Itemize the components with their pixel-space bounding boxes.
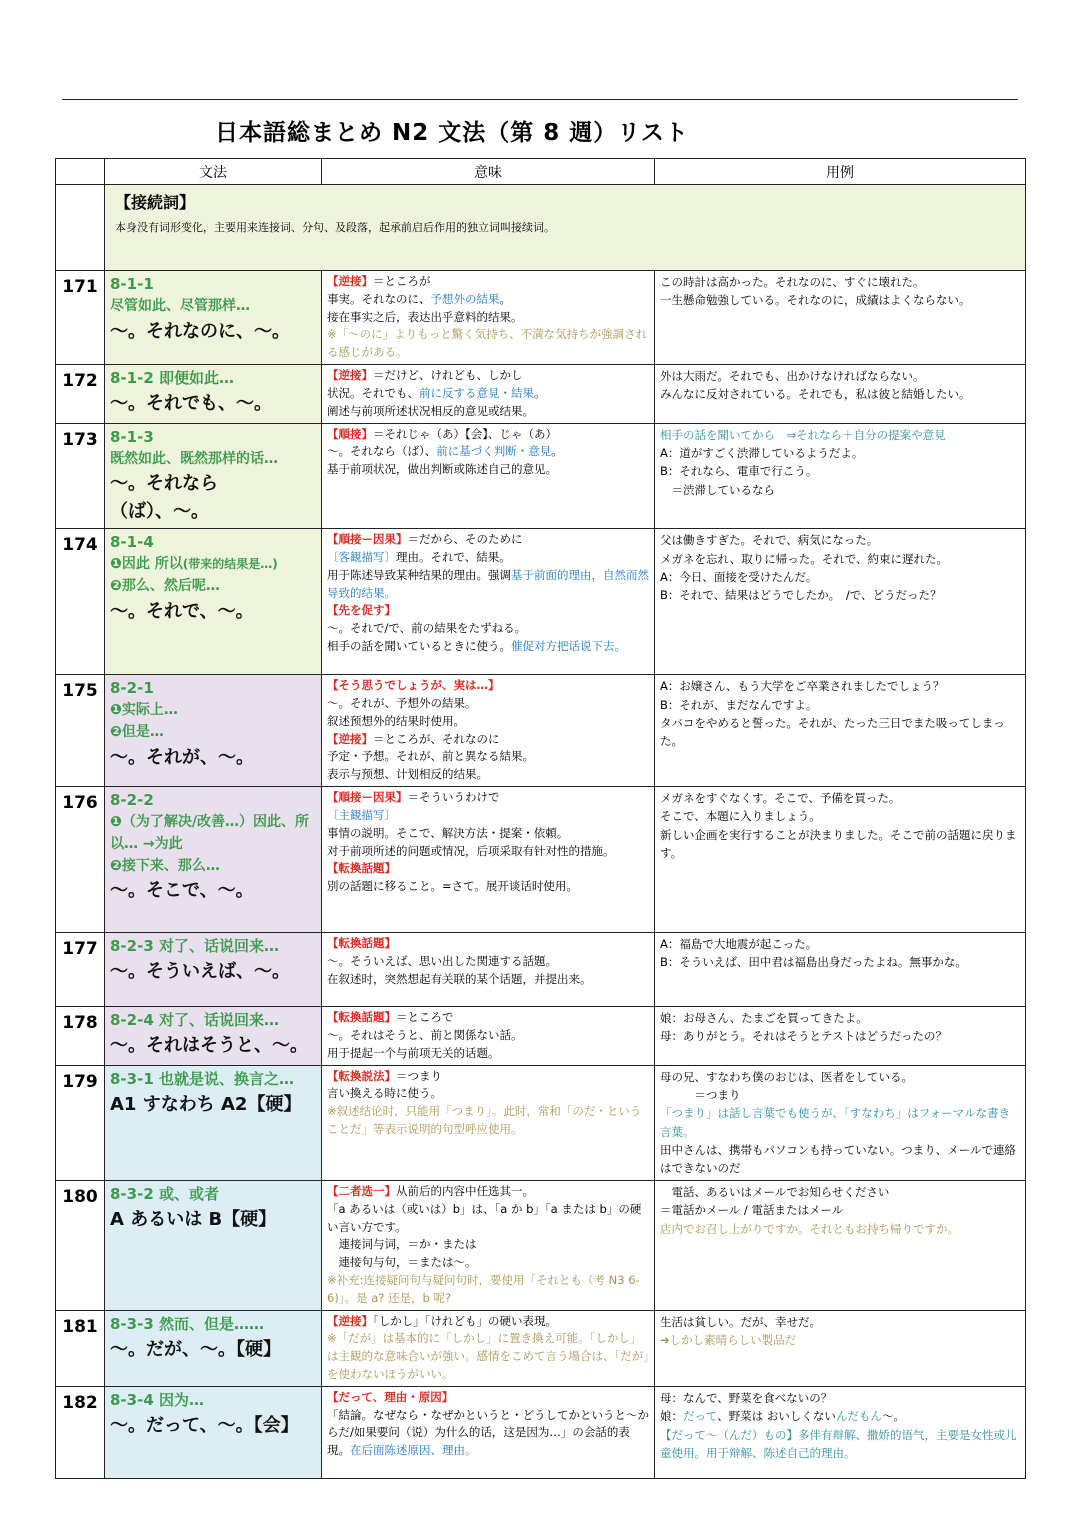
meaning-cell bbox=[322, 529, 655, 675]
row-number: 173 bbox=[56, 423, 105, 529]
grammar-cell bbox=[105, 1386, 322, 1478]
grammar-cell bbox=[105, 933, 322, 1007]
example-line bbox=[660, 550, 1020, 568]
meaning-line bbox=[327, 677, 649, 695]
meaning-text: ＝だから、そのために bbox=[407, 532, 523, 547]
example-text: 【だって〜（んだ）もの】多伴有辩解、撒娇的语气，主要是女性或儿童使用。用于辩解、陈述自己的理由。 bbox=[660, 1427, 1017, 1460]
meaning-text: 阐述与前项所述状况相反的意见或结果。 bbox=[327, 403, 534, 418]
meaning-text: 予想外の結果 bbox=[430, 291, 500, 306]
meaning-line bbox=[327, 971, 649, 989]
meaning-text: 催促对方把话说下去。 bbox=[511, 639, 626, 654]
grammar-cell bbox=[105, 787, 322, 933]
grammar-code: 8-3-1 也就是说、换言之… bbox=[110, 1069, 294, 1088]
meaning-cell bbox=[322, 1386, 655, 1478]
grammar-code: 8-1-2 即便如此… bbox=[110, 369, 234, 388]
example-text: A：道がすごく渋滞しているようだよ。 bbox=[660, 445, 864, 460]
example-text: ＝渋滞しているなら bbox=[660, 482, 775, 497]
meaning-cell bbox=[322, 787, 655, 933]
example-line bbox=[660, 1104, 1020, 1141]
meaning-text: 基于前项状况，做出判断或陈述自己的意见。 bbox=[327, 462, 557, 477]
meaning-text: 【順接ー因果】 bbox=[327, 790, 408, 805]
example-text: B：それで、結果はどうでしたか。 /で、どうだった？ bbox=[660, 588, 942, 603]
example-cell bbox=[655, 1386, 1026, 1478]
meaning-text: 別の話題に移ること。=さて。展开谈话时使用。 bbox=[327, 879, 578, 894]
meaning-text: 相手の話を聞いているときに使う。 bbox=[327, 639, 511, 654]
table-row bbox=[56, 933, 1026, 1007]
meaning-line bbox=[327, 638, 649, 656]
meaning-text: 【そう思うでしょうが、実は…】 bbox=[327, 678, 500, 693]
grammar-gloss: ❶实际上… bbox=[110, 702, 178, 719]
example-line bbox=[660, 1086, 1020, 1104]
row-number: 171 bbox=[56, 271, 105, 365]
meaning-text: 在叙述时，突然想起有关联的某个话题，并提出来。 bbox=[327, 971, 592, 986]
meaning-text: ＝ところで bbox=[396, 1010, 454, 1025]
row-number: 172 bbox=[56, 365, 105, 423]
meaning-line bbox=[327, 620, 649, 638]
meaning-line bbox=[327, 291, 649, 309]
grammar-cell bbox=[105, 675, 322, 787]
meaning-line bbox=[327, 426, 649, 444]
page-title: 日本語総まとめ N2 文法（第 8 週）リスト bbox=[215, 120, 689, 146]
meaning-line bbox=[327, 403, 649, 421]
meaning-text: 〔客観描写〕 bbox=[327, 550, 396, 565]
example-text: メガネを忘れ、取りに帰った。それで、約束に遅れた。 bbox=[660, 551, 948, 566]
meaning-text: 言い換える時に使う。 bbox=[327, 1086, 442, 1101]
table-row bbox=[56, 1007, 1026, 1065]
meaning-line bbox=[327, 1045, 649, 1063]
example-line bbox=[660, 367, 1020, 385]
example-line bbox=[660, 291, 1020, 309]
row-number: 182 bbox=[56, 1386, 105, 1478]
meaning-text: 【転換話題】 bbox=[327, 936, 396, 951]
meaning-cell bbox=[322, 271, 655, 365]
grammar-cell bbox=[105, 365, 322, 423]
grammar-cell bbox=[105, 1065, 322, 1180]
section-row bbox=[56, 185, 1026, 271]
grammar-code: 8-3-3 然而、但是…… bbox=[110, 1314, 264, 1333]
example-text: A：福島で大地震が起こった。 bbox=[660, 937, 818, 952]
meaning-text: 【順接ー因果】 bbox=[327, 532, 408, 547]
example-text: 、野菜は おいしくない bbox=[717, 1409, 836, 1424]
meaning-line bbox=[327, 878, 649, 896]
meaning-line bbox=[327, 1009, 649, 1027]
meaning-text: ＝だけど、けれども、しかし bbox=[373, 368, 523, 383]
section-cell bbox=[105, 185, 1026, 271]
grammar-cell bbox=[105, 423, 322, 529]
grammar-code: 8-2-2 bbox=[110, 791, 154, 810]
meaning-line bbox=[327, 567, 649, 603]
example-cell bbox=[655, 1310, 1026, 1386]
header-grammar: 文法 bbox=[105, 159, 322, 185]
meaning-line bbox=[327, 935, 649, 953]
meaning-line bbox=[327, 461, 649, 479]
example-text: 一生懸命勉強している。それなのに，成績はよくならない。 bbox=[660, 293, 971, 308]
grammar-gloss: ❶（为了解决/改善…）因此、所以… →为此 bbox=[110, 814, 309, 853]
meaning-cell bbox=[322, 675, 655, 787]
table-row bbox=[56, 1180, 1026, 1310]
meaning-cell bbox=[322, 933, 655, 1007]
meaning-cell bbox=[322, 1065, 655, 1180]
section-desc: 本身没有词形变化，主要用来连接词、分句、及段落，起承前启后作用的独立词叫接续词。 bbox=[115, 221, 555, 234]
example-line bbox=[660, 586, 1020, 604]
grammar-code: 8-1-4 bbox=[110, 533, 154, 552]
example-text: 新しい企画を実行することが決まりました。そこで前の話題に戻ります。 bbox=[660, 827, 1017, 861]
example-line bbox=[660, 1407, 1020, 1425]
example-text: A：お嬢さん、もう大学をご卒業されましたでしょう？ bbox=[660, 679, 945, 694]
grammar-cell bbox=[105, 271, 322, 365]
example-cell bbox=[655, 423, 1026, 529]
example-line bbox=[660, 1389, 1020, 1407]
meaning-line bbox=[327, 1201, 649, 1237]
meaning-line bbox=[327, 789, 649, 807]
example-line bbox=[660, 426, 1020, 444]
grammar-gloss: 尽管如此、尽管那样… bbox=[110, 298, 250, 315]
meaning-line bbox=[327, 1272, 649, 1308]
meaning-text: 連接句与句，＝または〜。 bbox=[327, 1255, 477, 1270]
grammar-pattern: A1 すなわち A2【硬】 bbox=[110, 1093, 302, 1115]
meaning-text: ※叙述结论时，只能用「つまり」。此时，常和「のだ・ということだ」等表示说明的句型呼应使用。 bbox=[327, 1104, 642, 1136]
meaning-line bbox=[327, 953, 649, 971]
grammar-pattern: 〜。それはそうと、〜。 bbox=[110, 1035, 308, 1057]
example-line bbox=[660, 1183, 1020, 1201]
meaning-text: 用于陈述导致某种结果的理由。强调 bbox=[327, 567, 511, 582]
row-number: 178 bbox=[56, 1007, 105, 1065]
meaning-text: 〜。それはそうと、前と関係ない話。 bbox=[327, 1027, 523, 1042]
meaning-text: 「a あるいは（或いは）b」は、「a か b」「a または b」の硬い言い方です。 bbox=[327, 1201, 642, 1234]
meaning-text: 表示与预想、计划相反的结果。 bbox=[327, 767, 488, 782]
header-meaning: 意味 bbox=[322, 159, 655, 185]
example-cell bbox=[655, 1065, 1026, 1180]
table-row bbox=[56, 675, 1026, 787]
table-row bbox=[56, 1065, 1026, 1180]
example-text: そこで、本題に入りましょう。 bbox=[660, 809, 821, 824]
grammar-pattern: 〜。それなのに、〜。 bbox=[110, 320, 290, 342]
example-line bbox=[660, 696, 1020, 714]
table-row bbox=[56, 529, 1026, 675]
meaning-text: 接在事实之后，表达出乎意料的结果。 bbox=[327, 309, 523, 324]
example-text: A：今日、面接を受けたんだ。 bbox=[660, 570, 818, 584]
meaning-line bbox=[327, 549, 649, 567]
example-line bbox=[660, 826, 1020, 863]
example-cell bbox=[655, 529, 1026, 675]
meaning-text: 前に反する意見・結果 bbox=[419, 385, 534, 400]
grammar-gloss: ❷但是… bbox=[110, 724, 164, 741]
example-text: B：それが、まだなんですよ。 bbox=[660, 697, 818, 712]
meaning-line bbox=[327, 531, 649, 549]
example-text: 〜。 bbox=[881, 1409, 905, 1424]
meaning-text: 【逆接】 bbox=[327, 1313, 373, 1328]
meaning-line bbox=[327, 602, 649, 620]
grammar-pattern: 〜。それでも、〜。 bbox=[110, 393, 272, 415]
meaning-text: 。 bbox=[499, 291, 511, 306]
meaning-text: 連接词与词，＝か・または bbox=[327, 1237, 477, 1252]
row-number: 180 bbox=[56, 1180, 105, 1310]
example-text: 父は働きすぎた。それで、病気になった。 bbox=[660, 533, 879, 548]
meaning-line bbox=[327, 1027, 649, 1045]
meaning-line bbox=[327, 1330, 649, 1383]
example-line bbox=[660, 444, 1020, 462]
example-line bbox=[660, 531, 1020, 549]
meaning-line bbox=[327, 1068, 649, 1086]
example-text: メガネをすぐなくす。そこで、予備を買った。 bbox=[660, 791, 901, 806]
meaning-cell bbox=[322, 365, 655, 423]
meaning-text: 【順接】 bbox=[327, 426, 373, 441]
example-line bbox=[660, 1027, 1020, 1045]
example-line bbox=[660, 1313, 1020, 1331]
meaning-line bbox=[327, 1407, 649, 1460]
example-text: タバコをやめると誓った。それが、たった三日でまた吸ってしまった。 bbox=[660, 716, 1005, 749]
meaning-line bbox=[327, 860, 649, 878]
meaning-text: 事情の説明。そこで、解決方法・提案・依頼。 bbox=[327, 825, 569, 840]
grammar-pattern: 〜。それで、〜。 bbox=[110, 600, 254, 622]
grammar-cell bbox=[105, 529, 322, 675]
example-cell bbox=[655, 1007, 1026, 1065]
example-cell bbox=[655, 365, 1026, 423]
header-row bbox=[56, 159, 1026, 185]
row-number: 181 bbox=[56, 1310, 105, 1386]
table-row bbox=[56, 365, 1026, 423]
meaning-line bbox=[327, 309, 649, 327]
meaning-line bbox=[327, 1085, 649, 1103]
example-text: 娘： bbox=[660, 1409, 683, 1424]
meaning-line bbox=[327, 695, 649, 713]
row-number: 175 bbox=[56, 675, 105, 787]
grammar-cell bbox=[105, 1310, 322, 1386]
meaning-text: 从前后的内容中任选其一。 bbox=[396, 1183, 534, 1198]
meaning-cell bbox=[322, 1180, 655, 1310]
grammar-pattern: 〜。それなら（ば）、〜。 bbox=[110, 473, 218, 523]
example-text: 「つまり」は話し言葉でも使うが、「すなわち」はフォーマルな書き言葉。 bbox=[660, 1106, 1011, 1139]
meaning-text: 〜。それで/で、前の結果をたずねる。 bbox=[327, 621, 527, 636]
meaning-text: ＝つまり bbox=[396, 1068, 442, 1083]
meaning-text: 予定・予想。それが、前と異なる結果。 bbox=[327, 749, 534, 764]
example-line bbox=[660, 789, 1020, 807]
example-text: 生活は貧しい。だが、幸せだ。 bbox=[660, 1314, 821, 1329]
meaning-line bbox=[327, 843, 649, 861]
grammar-cell bbox=[105, 1007, 322, 1065]
meaning-line bbox=[327, 443, 649, 461]
meaning-text: 叙述预想外的结果时使用。 bbox=[327, 713, 465, 728]
meaning-line bbox=[327, 766, 649, 784]
grammar-gloss: ❷接下来、那么… bbox=[110, 857, 220, 874]
example-text: 外は大雨だ。それでも、出かけなければならない。 bbox=[660, 369, 925, 384]
example-line bbox=[660, 1426, 1020, 1463]
example-line bbox=[660, 677, 1020, 695]
grammar-gloss: ❶因此 所以(带来的结果是…) bbox=[110, 556, 278, 573]
table-row bbox=[56, 1310, 1026, 1386]
meaning-text: ＝それじゃ（あ）【会】、じゃ（あ） bbox=[373, 426, 557, 441]
meaning-line bbox=[327, 1313, 649, 1331]
example-cell bbox=[655, 271, 1026, 365]
meaning-cell bbox=[322, 1007, 655, 1065]
grammar-pattern: A あるいは B【硬】 bbox=[110, 1209, 277, 1231]
meaning-line bbox=[327, 1103, 649, 1139]
meaning-text: 。 bbox=[534, 385, 546, 400]
header-num bbox=[56, 159, 105, 185]
meaning-text: 理由。それで、結果。 bbox=[396, 550, 511, 565]
grammar-code: 8-2-3 对了、话说回来… bbox=[110, 937, 279, 956]
grammar-code: 8-2-1 bbox=[110, 679, 154, 698]
example-text: 店内でお召し上がりですか。それともお持ち帰りですか。 bbox=[660, 1221, 959, 1236]
meaning-text: 基于前面的理由，自然而然导致的结果。 bbox=[327, 567, 649, 600]
grammar-gloss: ❷那么、然后呢… bbox=[110, 578, 220, 595]
example-cell bbox=[655, 787, 1026, 933]
example-text: 母の兄、すなわち僕のおじは、医者をしている。 bbox=[660, 1069, 913, 1084]
meaning-text: 〜。それなら（ば）、 bbox=[327, 444, 437, 459]
example-line bbox=[660, 935, 1020, 953]
table-row bbox=[56, 271, 1026, 365]
meaning-text: 前に基づく判断・意見 bbox=[436, 444, 552, 459]
meaning-text: ※补充:连接疑问句与疑问句时，要使用「それとも（考 N3 6-6)」。是 a? 还是，b 呢? bbox=[327, 1272, 640, 1305]
meaning-text: 用于提起一个与前项无关的话题。 bbox=[327, 1045, 500, 1060]
grammar-pattern: 〜。だって、〜。【会】 bbox=[110, 1415, 299, 1437]
meaning-text: 【先を促す】 bbox=[327, 603, 396, 618]
meaning-line bbox=[327, 1236, 649, 1254]
example-line bbox=[660, 714, 1020, 751]
meaning-text: ※「〜のに」よりもっと驚く気持ち、不満な気持ちが強調される感じがある。 bbox=[327, 327, 648, 360]
example-text: B：そういえば、田中君は福島出身だったよね。無事かな。 bbox=[660, 955, 967, 970]
meaning-text: 【逆接】 bbox=[327, 368, 373, 383]
table-row bbox=[56, 1386, 1026, 1478]
meaning-text: 「しかし」「けれども」の硬い表現。 bbox=[373, 1313, 557, 1328]
meaning-text: ＝ところが bbox=[373, 274, 431, 288]
meaning-line bbox=[327, 1389, 649, 1407]
meaning-line bbox=[327, 367, 649, 385]
grammar-pattern: 〜。それが、〜。 bbox=[110, 746, 254, 768]
example-line bbox=[660, 1068, 1020, 1086]
example-text: ➜しかし素晴らしい製品だ bbox=[660, 1332, 797, 1347]
example-text: 母：なんで、野菜を食べないの？ bbox=[660, 1390, 833, 1405]
example-line bbox=[660, 1220, 1020, 1238]
row-number: 176 bbox=[56, 787, 105, 933]
example-line bbox=[660, 273, 1020, 291]
example-text: 相手の話を聞いてから ⇒それなら＋自分の提案や意見 bbox=[660, 427, 946, 442]
meaning-text: 【だって、理由・原因】 bbox=[327, 1389, 454, 1404]
meaning-line bbox=[327, 748, 649, 766]
grammar-code: 8-1-1 bbox=[110, 275, 154, 293]
meaning-cell bbox=[322, 423, 655, 529]
meaning-text: 【逆接】 bbox=[327, 274, 373, 288]
table-row bbox=[56, 423, 1026, 529]
grammar-code: 8-2-4 对了、话说回来… bbox=[110, 1011, 279, 1030]
meaning-text: 【逆接】 bbox=[327, 731, 373, 746]
grammar-gloss: 既然如此、既然那样的话… bbox=[110, 450, 278, 467]
example-text: ＝電話かメール / 電話またはメール bbox=[660, 1203, 844, 1218]
section-title: 【接続詞】 bbox=[115, 193, 196, 212]
meaning-text: 〜。そういえば、思い出した関連する話題。 bbox=[327, 953, 557, 968]
grammar-code: 8-3-2 或、或者 bbox=[110, 1184, 219, 1203]
meaning-text: 在后面陈述原因、理由。 bbox=[350, 1443, 477, 1458]
meaning-line bbox=[327, 713, 649, 731]
row-number: 177 bbox=[56, 933, 105, 1007]
grammar-gloss-note: (带来的结果是…) bbox=[182, 557, 278, 572]
meaning-text: 「結論。なぜなら・なぜかというと・どうしてかというと〜からだ/如果要问（说）为什么的话，这是因为…」の会話的表現。 bbox=[327, 1407, 649, 1458]
grammar-code: 8-3-4 因为… bbox=[110, 1390, 204, 1409]
header-example: 用例 bbox=[655, 159, 1026, 185]
example-line bbox=[660, 1141, 1020, 1178]
example-text: この時計は高かった。それなのに、すぐに壊れた。 bbox=[660, 275, 925, 289]
meaning-text: 〜。それが、予想外の結果。 bbox=[327, 696, 477, 711]
meaning-text: 〔主観描写〕 bbox=[327, 807, 396, 822]
row-number: 174 bbox=[56, 529, 105, 675]
example-text: 電話、あるいはメールでお知らせください bbox=[660, 1184, 890, 1199]
row-number: 179 bbox=[56, 1065, 105, 1180]
example-line bbox=[660, 385, 1020, 403]
example-cell bbox=[655, 933, 1026, 1007]
example-text: んだもん bbox=[835, 1409, 882, 1424]
grammar-pattern: 〜。そこで、〜。 bbox=[110, 880, 254, 902]
meaning-text: 【転換話題】 bbox=[327, 861, 396, 876]
meaning-line bbox=[327, 273, 649, 291]
meaning-text: 对于前项所述的问题或情况，后项采取有针对性的措施。 bbox=[327, 843, 615, 858]
example-line bbox=[660, 1201, 1020, 1219]
top-rule bbox=[62, 99, 1018, 100]
meaning-text: 【転換話題】 bbox=[327, 1010, 396, 1025]
example-cell bbox=[655, 675, 1026, 787]
section-num-cell bbox=[56, 185, 105, 271]
example-text: 田中さんは、携帯もパソコンも持っていない。つまり、メールで連絡はできないのだ bbox=[660, 1143, 1017, 1176]
grammar-cell bbox=[105, 1180, 322, 1310]
meaning-line bbox=[327, 1254, 649, 1272]
example-line bbox=[660, 462, 1020, 480]
meaning-text: ＝そういうわけで bbox=[407, 790, 500, 805]
meaning-line bbox=[327, 807, 649, 825]
meaning-cell bbox=[322, 1310, 655, 1386]
example-text: だって bbox=[683, 1409, 718, 1424]
grammar-code: 8-1-3 bbox=[110, 427, 154, 446]
example-line bbox=[660, 481, 1020, 499]
meaning-text: 。 bbox=[551, 444, 563, 459]
example-text: 娘：お母さん、たまごを買ってきたよ。 bbox=[660, 1011, 868, 1026]
example-text: ＝つまり bbox=[660, 1087, 741, 1102]
meaning-text: ※「だが」は基本的に「しかし」に置き換え可能。「しかし」は主観的な意味合いが強い。感情をこめて言う場合は、「だが」を使わないほうがいい。 bbox=[327, 1331, 649, 1381]
example-line bbox=[660, 568, 1020, 586]
meaning-line bbox=[327, 1183, 649, 1201]
example-line bbox=[660, 807, 1020, 825]
meaning-text: 【二者选一】 bbox=[327, 1183, 396, 1198]
example-cell bbox=[655, 1180, 1026, 1310]
meaning-line bbox=[327, 731, 649, 749]
example-text: 母：ありがとう。それはそうとテストはどうだったの？ bbox=[660, 1029, 948, 1044]
example-line bbox=[660, 953, 1020, 971]
meaning-text: ＝ところが、それなのに bbox=[373, 731, 500, 746]
grammar-pattern: 〜。だが、〜。【硬】 bbox=[110, 1338, 281, 1360]
example-text: B：それなら、電車で行こう。 bbox=[660, 464, 818, 479]
grammar-pattern: 〜。そういえば、〜。 bbox=[110, 961, 290, 983]
meaning-text: 事実。それなのに、 bbox=[327, 291, 431, 306]
grammar-table bbox=[55, 158, 1026, 1479]
example-line bbox=[660, 1331, 1020, 1349]
table-row bbox=[56, 787, 1026, 933]
meaning-line bbox=[327, 825, 649, 843]
meaning-text: 状況。それでも、 bbox=[327, 385, 419, 400]
example-text: みんなに反対されている。それでも，私は彼と結婚したい。 bbox=[660, 387, 971, 402]
example-line bbox=[660, 1009, 1020, 1027]
meaning-text: 【転換説法】 bbox=[327, 1068, 396, 1083]
meaning-line bbox=[327, 385, 649, 403]
meaning-line bbox=[327, 326, 649, 362]
